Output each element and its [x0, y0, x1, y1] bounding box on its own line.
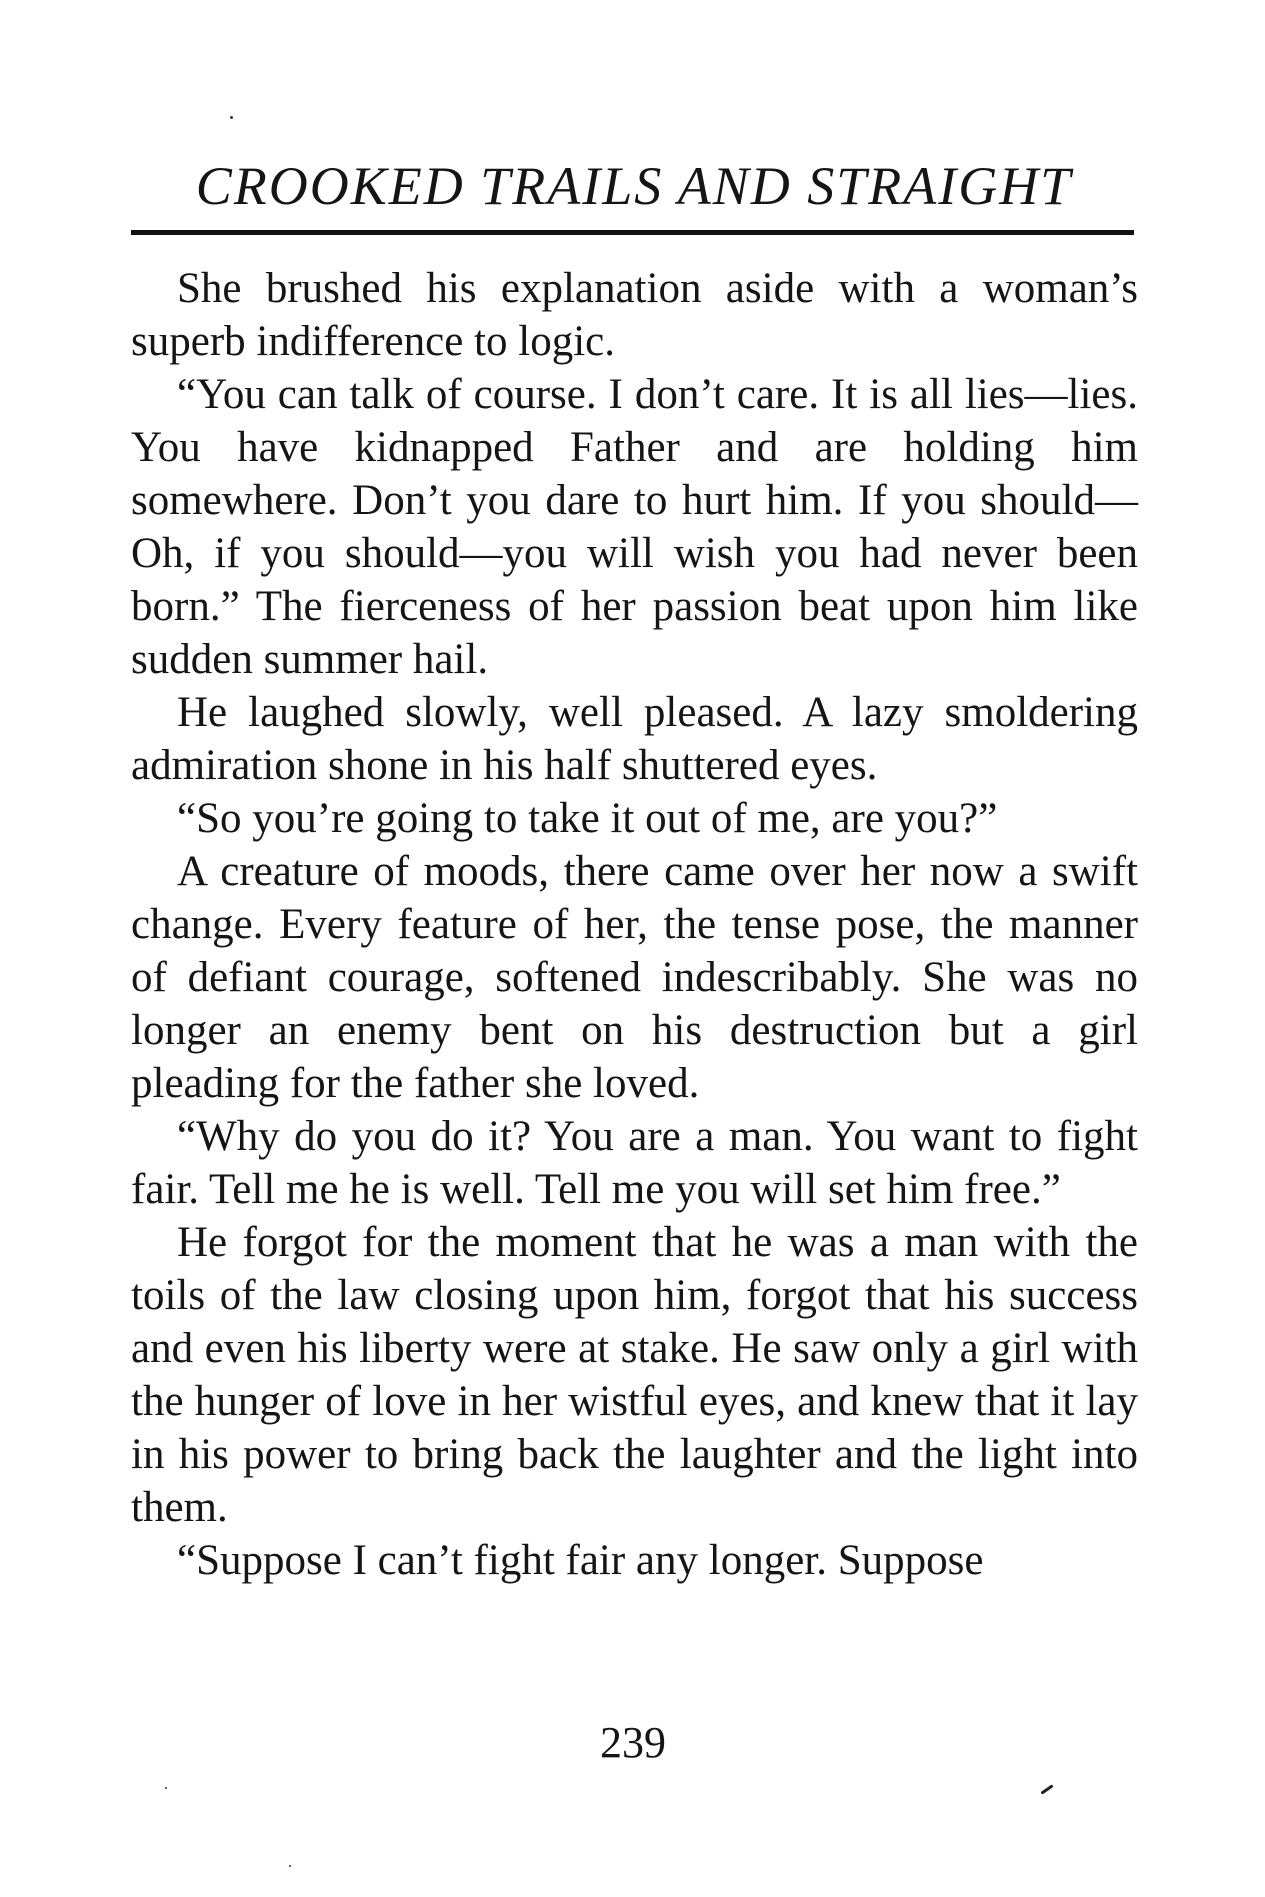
running-header: CROOKED TRAILS AND STRAIGHT: [195, 156, 1073, 216]
ink-speck: [289, 1865, 291, 1867]
paragraph: “Why do you do it? You are a man. You want to fight fair. Tell me he is well. Tell me you will set him free.”: [131, 1113, 1138, 1213]
paragraph: She brushed his explanation aside with a woman’s superb indifference to logic.: [131, 265, 1138, 365]
paragraph: A creature of moods, there came over her now a swift change. Every feature of her, the tense pose, the manner of defiant courage, softened indescribably. She was no longer an enemy bent on his destruction but a girl pleading for the father she loved.: [131, 848, 1138, 1107]
paragraph: He forgot for the moment that he was a man with the toils of the law closing upon him, forgot that his success and even his liberty were at stake. He saw only a girl with the hunger of love in her wistful eyes, and knew that it lay in his power to bring back the laughter and the light into them.: [131, 1219, 1138, 1531]
ink-speck: [165, 1787, 167, 1789]
paragraph: “So you’re going to take it out of me, are you?”: [177, 795, 998, 842]
paragraph: “Suppose I can’t fight fair any longer. Suppose: [177, 1537, 984, 1584]
body-text: [131, 262, 1138, 1587]
ink-speck: [230, 116, 233, 119]
page-number: 239: [600, 1718, 666, 1767]
header-rule: [131, 230, 1134, 235]
ink-mark: [1040, 1784, 1053, 1794]
paragraph: He laughed slowly, well pleased. A lazy smoldering admiration shone in his half shuttered eyes.: [131, 689, 1138, 789]
paragraph: “You can talk of course. I don’t care. It is all lies—lies. You have kidnapped Father and are holding him somewhere. Don’t you dare to hurt him. If you should—Oh, if you should—you will wish you had never been born.” The fierceness of her passion beat upon him like sudden summer hail.: [131, 371, 1138, 683]
